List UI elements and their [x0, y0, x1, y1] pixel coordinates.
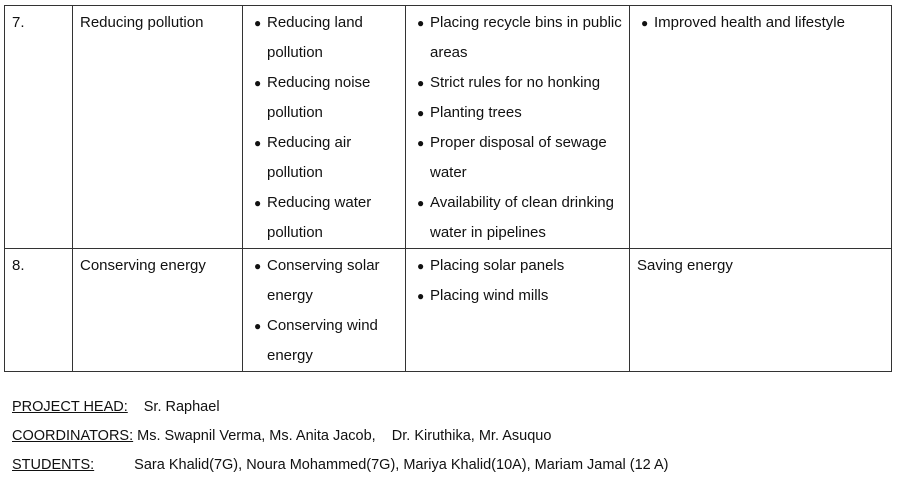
project-head-label: PROJECT HEAD:	[12, 399, 128, 415]
list-item: ● Placing recycle bins in public areas	[413, 8, 623, 68]
activity-table	[4, 5, 892, 372]
outcomes-cell	[630, 6, 892, 249]
project-head-line	[12, 399, 220, 415]
coordinators-line	[12, 428, 551, 444]
list-item: ● Conserving solar energy	[250, 251, 399, 311]
bullet-icon: ●	[417, 289, 425, 303]
table-row	[5, 249, 892, 372]
bullet-icon: ●	[417, 136, 425, 150]
list-item: ● Reducing air pollution	[250, 128, 399, 188]
outcome-cell: Saving energy	[630, 249, 892, 372]
objectives-cell	[243, 249, 406, 372]
row-number: 7.	[5, 6, 73, 249]
bullet-icon: ●	[417, 76, 425, 90]
list-item: ● Reducing land pollution	[250, 8, 399, 68]
list-item: ● Proper disposal of sewage water	[413, 128, 623, 188]
actions-cell	[406, 249, 630, 372]
students-label: STUDENTS:	[12, 457, 95, 473]
list-item: ● Placing wind mills	[413, 281, 623, 311]
actions-cell	[406, 6, 630, 249]
bullet-icon: ●	[417, 259, 425, 273]
list-item: ● Reducing water pollution	[250, 188, 399, 248]
bullet-icon: ●	[417, 16, 425, 30]
row-number: 8.	[5, 249, 73, 372]
objectives-cell	[243, 6, 406, 249]
bullet-icon: ●	[254, 319, 262, 333]
project-head-value: Sr. Raphael	[143, 399, 220, 415]
bullet-icon: ●	[254, 259, 262, 273]
bullet-icon: ●	[417, 196, 425, 210]
list-item: ● Planting trees	[413, 98, 623, 128]
table-row	[5, 6, 892, 249]
bullet-icon: ●	[417, 106, 425, 120]
list-item: ● Conserving wind energy	[250, 311, 399, 371]
bullet-icon: ●	[254, 136, 262, 150]
bullet-icon: ●	[254, 76, 262, 90]
students-line	[12, 457, 668, 473]
activity-name: Conserving energy	[73, 249, 243, 372]
list-item: ● Availability of clean drinking water in pipelines	[413, 188, 623, 248]
activity-name: Reducing pollution	[73, 6, 243, 249]
list-item: ● Strict rules for no honking	[413, 68, 623, 98]
students-value: Sara Khalid(7G), Noura Mohammed(7G), Mariya Khalid(10A), Mariam Jamal (12 A)	[134, 457, 669, 473]
list-item: ● Reducing noise pollution	[250, 68, 399, 128]
coordinators-label: COORDINATORS:	[12, 428, 134, 444]
bullet-icon: ●	[641, 16, 649, 30]
coordinators-value: Ms. Swapnil Verma, Ms. Anita Jacob, Dr. Kiruthika, Mr. Asuquo	[133, 428, 552, 444]
bullet-icon: ●	[254, 16, 262, 30]
list-item: ● Placing solar panels	[413, 251, 623, 281]
list-item: ● Improved health and lifestyle	[637, 8, 885, 38]
bullet-icon: ●	[254, 196, 262, 210]
